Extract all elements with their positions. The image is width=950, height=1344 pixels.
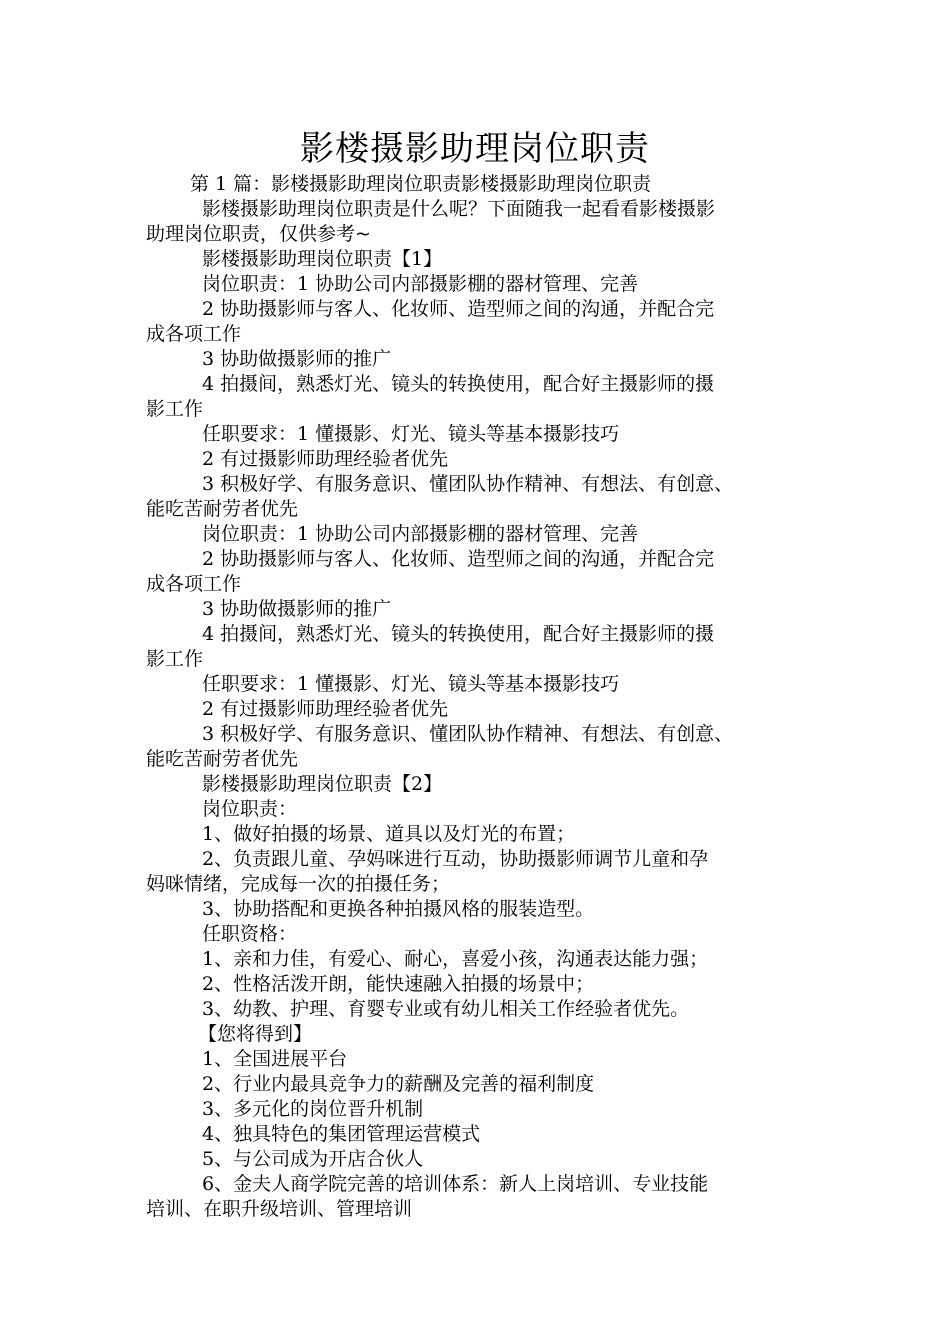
text-line: 任职要求：1 懂摄影、灯光、镜头等基本摄影技巧 bbox=[202, 673, 620, 695]
text-line: 岗位职责： bbox=[202, 798, 298, 820]
text-line: 2、负责跟儿童、孕妈咪进行互动，协助摄影师调节儿童和孕 bbox=[202, 848, 709, 870]
text-line: 2、性格活泼开朗，能快速融入拍摄的场景中； bbox=[202, 973, 595, 995]
text-line: 2 有过摄影师助理经验者优先 bbox=[202, 698, 449, 720]
text-line: 1、做好拍摄的场景、道具以及灯光的布置； bbox=[202, 823, 576, 845]
text-line: 第 1 篇：影楼摄影助理岗位职责影楼摄影助理岗位职责 bbox=[190, 173, 652, 195]
text-line: 助理岗位职责，仅供参考~ bbox=[146, 223, 371, 245]
text-line: 影楼摄影助理岗位职责【2】 bbox=[202, 773, 443, 795]
text-line: 4、独具特色的集团管理运营模式 bbox=[202, 1123, 481, 1145]
text-line: 3 积极好学、有服务意识、懂团队协作精神、有想法、有创意、 bbox=[202, 723, 734, 745]
document-title: 影楼摄影助理岗位职责 bbox=[300, 129, 650, 169]
text-line: 3 协助做摄影师的推广 bbox=[202, 348, 392, 370]
text-line: 成各项工作 bbox=[146, 323, 242, 345]
text-line: 岗位职责：1 协助公司内部摄影棚的器材管理、完善 bbox=[202, 273, 639, 295]
text-line: 影工作 bbox=[146, 648, 204, 670]
text-line: 2 协助摄影师与客人、化妆师、造型师之间的沟通，并配合完 bbox=[202, 548, 715, 570]
text-line: 4 拍摄间，熟悉灯光、镜头的转换使用，配合好主摄影师的摄 bbox=[202, 623, 715, 645]
text-line: 2 协助摄影师与客人、化妆师、造型师之间的沟通，并配合完 bbox=[202, 298, 715, 320]
text-line: 3 协助做摄影师的推广 bbox=[202, 598, 392, 620]
text-line: 能吃苦耐劳者优先 bbox=[146, 498, 299, 520]
text-line: 影楼摄影助理岗位职责【1】 bbox=[202, 248, 443, 270]
text-line: 任职要求：1 懂摄影、灯光、镜头等基本摄影技巧 bbox=[202, 423, 620, 445]
text-line: 影工作 bbox=[146, 398, 204, 420]
text-line: 能吃苦耐劳者优先 bbox=[146, 748, 299, 770]
text-line: 任职资格： bbox=[202, 923, 298, 945]
text-line: 2、行业内最具竞争力的薪酬及完善的福利制度 bbox=[202, 1073, 595, 1095]
text-line: 6、金夫人商学院完善的培训体系：新人上岗培训、专业技能 bbox=[202, 1173, 709, 1195]
text-line: 影楼摄影助理岗位职责是什么呢？下面随我一起看看影楼摄影 bbox=[202, 198, 716, 220]
text-line: 成各项工作 bbox=[146, 573, 242, 595]
text-line: 妈咪情绪，完成每一次的拍摄任务； bbox=[146, 873, 451, 895]
text-line: 5、与公司成为开店合伙人 bbox=[202, 1148, 424, 1170]
text-line: 3、幼教、护理、育婴专业或有幼儿相关工作经验者优先。 bbox=[202, 998, 690, 1020]
text-line: 3 积极好学、有服务意识、懂团队协作精神、有想法、有创意、 bbox=[202, 473, 734, 495]
text-line: 【您将得到】 bbox=[198, 1023, 313, 1045]
text-line: 4 拍摄间，熟悉灯光、镜头的转换使用，配合好主摄影师的摄 bbox=[202, 373, 715, 395]
text-line: 培训、在职升级培训、管理培训 bbox=[146, 1198, 413, 1220]
text-line: 2 有过摄影师助理经验者优先 bbox=[202, 448, 449, 470]
text-line: 3、协助搭配和更换各种拍摄风格的服装造型。 bbox=[202, 898, 595, 920]
text-line: 岗位职责：1 协助公司内部摄影棚的器材管理、完善 bbox=[202, 523, 639, 545]
text-line: 1、全国进展平台 bbox=[202, 1048, 348, 1070]
document-body bbox=[146, 172, 826, 1222]
text-line: 1、亲和力佳，有爱心、耐心，喜爱小孩，沟通表达能力强； bbox=[202, 948, 709, 970]
text-line: 3、多元化的岗位晋升机制 bbox=[202, 1098, 424, 1120]
